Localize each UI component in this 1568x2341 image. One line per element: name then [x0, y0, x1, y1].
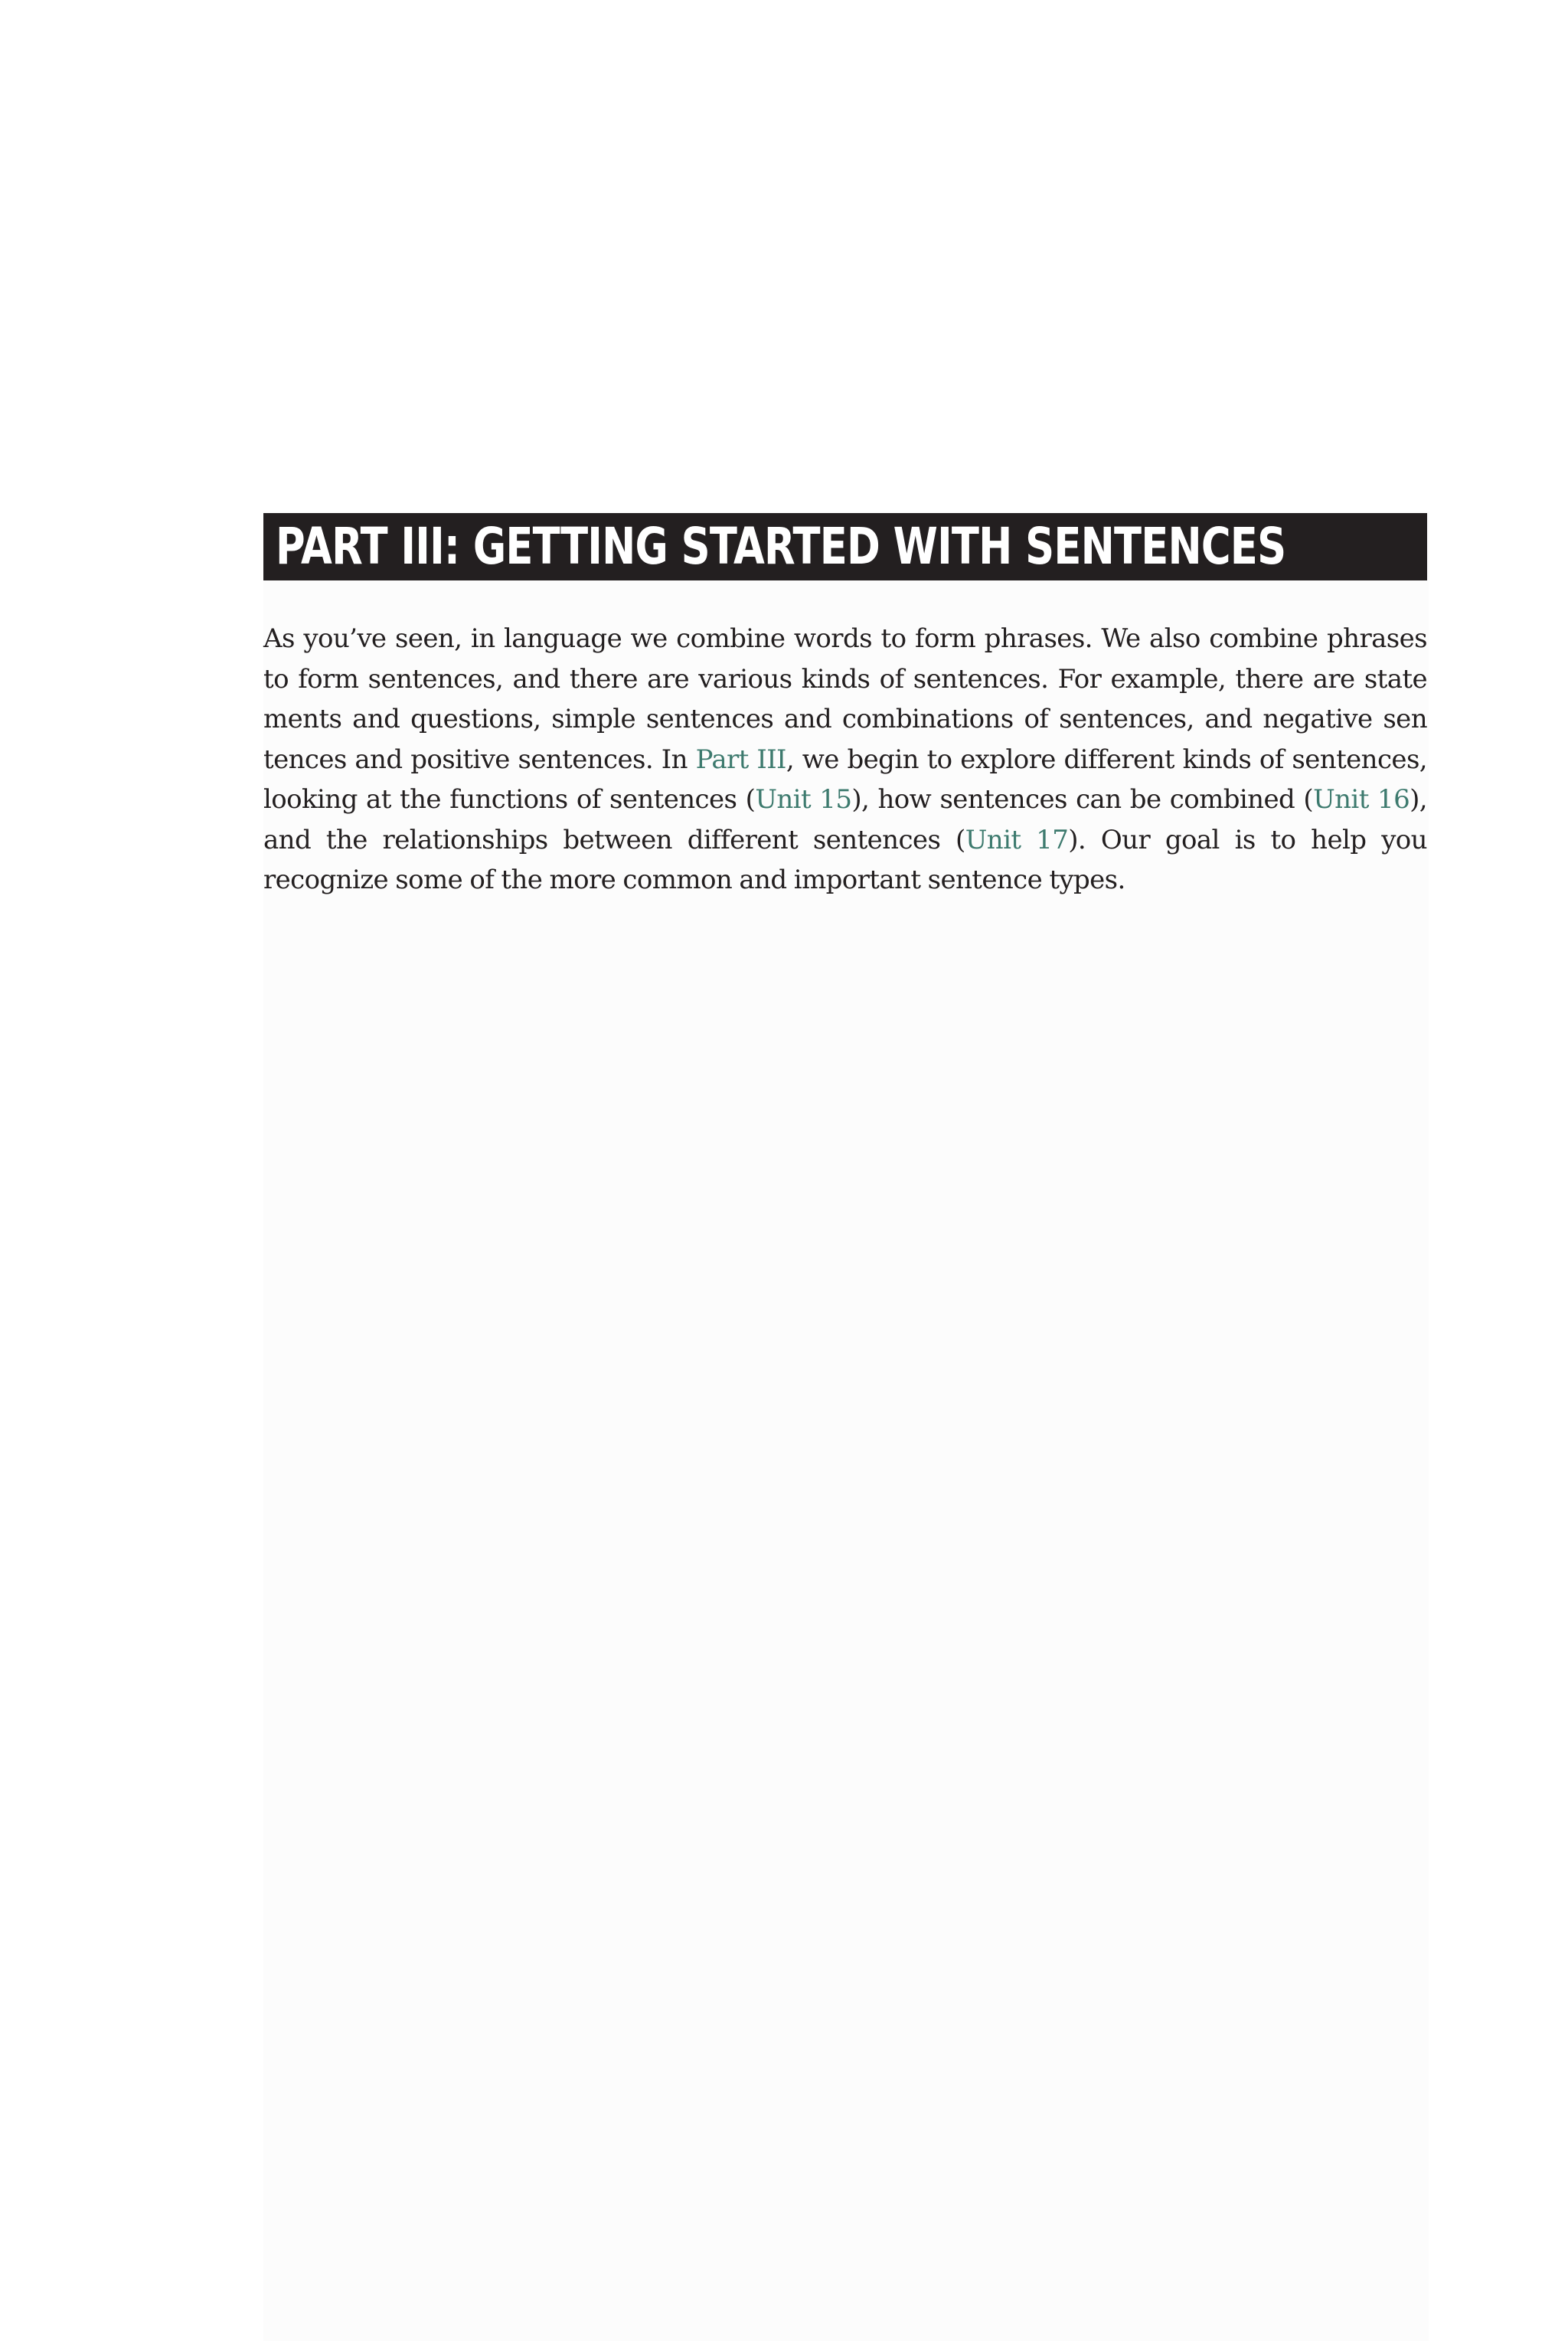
intro-text-2: , we begin to explore different kinds of sentences, looking at the functions of sentences ( [263, 744, 1427, 815]
unit-17-link[interactable]: Unit 17 [965, 824, 1069, 855]
part-heading-bar [263, 513, 1427, 580]
part-heading: PART III: GETTING STARTED WITH SENTENCES [276, 517, 1286, 576]
intro-text-3: ), how sentences can be combined ( [851, 784, 1314, 815]
unit-15-link[interactable]: Unit 15 [755, 784, 852, 815]
intro-text-4: ), and the relationships between different sentences ( [263, 784, 1427, 855]
part-iii-link[interactable]: Part III [695, 744, 786, 775]
intro-text-1: As you’ve seen, in language we combine words to form phrases. We also combine phrases to form sentences, and there are various kinds of sentences. For example, there are state ments and questions, simple sentences and combinations of sentences, and negative sen tences and positive sentences. In [263, 623, 1427, 775]
intro-text-5: ). Our goal is to help you recognize some of the more common and important sentence types. [263, 824, 1427, 895]
unit-16-link[interactable]: Unit 16 [1313, 784, 1410, 815]
intro-paragraph [263, 619, 1427, 901]
